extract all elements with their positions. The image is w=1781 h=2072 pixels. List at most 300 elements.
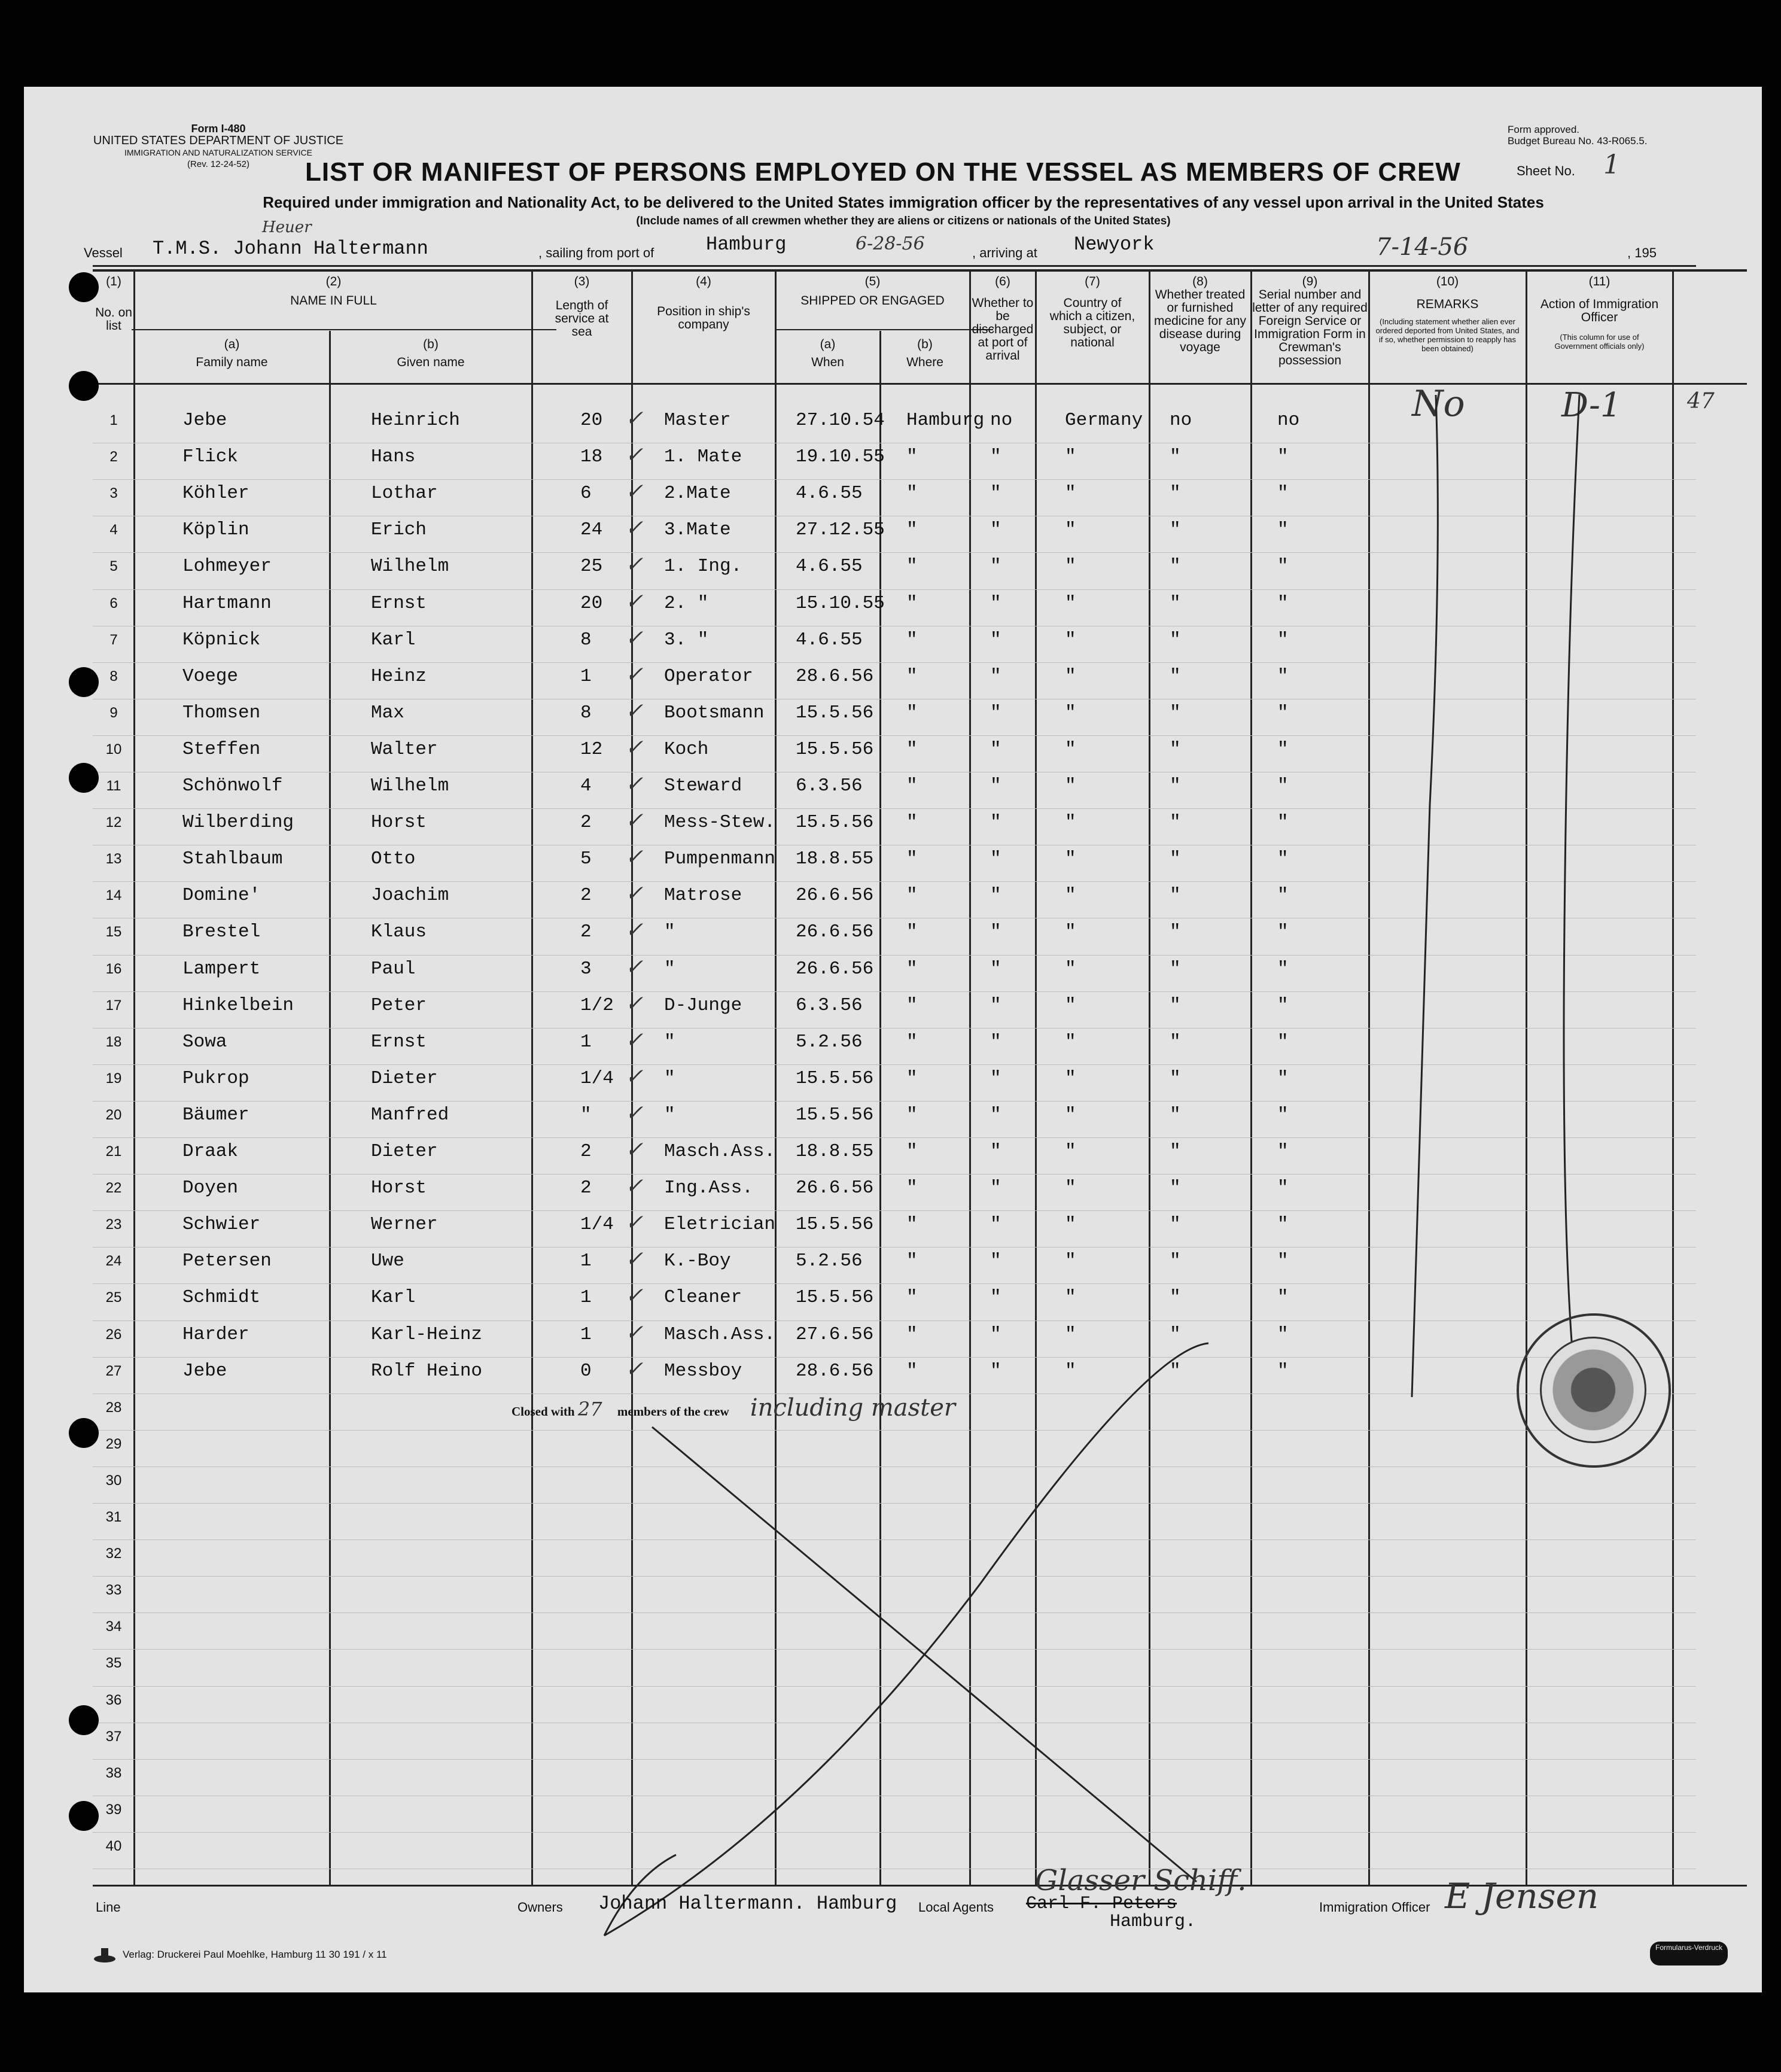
shipped-where-cell: " — [906, 519, 918, 541]
check-mark-icon: ✓ — [625, 954, 644, 979]
manifest-sheet — [24, 87, 1762, 1992]
treated-cell: " — [1170, 629, 1181, 650]
serial-cell: " — [1277, 775, 1289, 796]
sail-date: 6-28-56 — [856, 233, 925, 254]
budget-number: Budget Bureau No. 43-R065.5. — [1508, 135, 1648, 147]
check-mark-icon: ✓ — [625, 1174, 644, 1199]
row-number: 8 — [109, 668, 118, 684]
given-name-cell: Manfred — [371, 1104, 449, 1125]
treated-cell: " — [1170, 1250, 1181, 1272]
col11-note: (This column for use of Government officials only) — [1554, 333, 1645, 351]
shipped-where-cell: " — [906, 1214, 918, 1236]
given-name-cell: Joachim — [371, 885, 449, 906]
service-cell: 18 — [580, 446, 603, 468]
shipped-when-cell: 28.6.56 — [796, 665, 874, 687]
country-cell: " — [1065, 1067, 1076, 1089]
treated-cell: " — [1170, 921, 1181, 943]
col5-label: SHIPPED OR ENGAGED — [800, 294, 945, 308]
country-cell: " — [1065, 1323, 1076, 1345]
given-name-cell: Hans — [371, 446, 416, 468]
given-name-cell: Wilhelm — [371, 556, 449, 577]
serial-cell: " — [1277, 629, 1289, 650]
col11-number: (11) — [1588, 275, 1610, 288]
treated-cell: " — [1170, 994, 1181, 1016]
discharged-cell: " — [990, 1287, 1001, 1309]
family-name-cell: Lampert — [182, 958, 261, 979]
punch-hole — [69, 1705, 99, 1735]
service-cell: 5 — [580, 848, 592, 870]
country-cell: " — [1065, 519, 1076, 541]
agents-handwritten: Glasser Schiff. — [1035, 1864, 1247, 1897]
shipped-when-cell: 6.3.56 — [796, 994, 863, 1016]
given-name-cell: Karl — [371, 1287, 416, 1309]
treated-cell: " — [1170, 1214, 1181, 1236]
family-name-cell: Wilberding — [182, 812, 294, 833]
discharged-cell: " — [990, 994, 1001, 1016]
position-cell: Messboy — [664, 1360, 742, 1382]
given-name-cell: Heinrich — [371, 410, 460, 431]
serial-cell: " — [1277, 592, 1289, 614]
service-cell: 12 — [580, 738, 603, 760]
family-name-cell: Jebe — [182, 1360, 227, 1382]
row-number: 10 — [105, 741, 122, 757]
country-cell: " — [1065, 1287, 1076, 1309]
position-cell: K.-Boy — [664, 1250, 731, 1272]
discharged-cell: " — [990, 1214, 1001, 1236]
family-name-cell: Jebe — [182, 410, 227, 431]
shipped-when-cell: 15.5.56 — [796, 1287, 874, 1309]
country-cell: Germany — [1065, 410, 1143, 431]
treated-cell: " — [1170, 592, 1181, 614]
check-mark-icon: ✓ — [625, 1064, 644, 1089]
row-number: 18 — [105, 1033, 122, 1050]
treated-cell: " — [1170, 519, 1181, 541]
country-cell: " — [1065, 483, 1076, 504]
col8-label: Whether treated or furnished medicine for any disease during voyage — [1153, 288, 1247, 354]
row-number: 37 — [105, 1728, 122, 1745]
service-cell: 1 — [580, 1323, 592, 1345]
position-cell: " — [664, 1031, 675, 1052]
shipped-where-cell: " — [906, 702, 918, 723]
col8-number: (8) — [1192, 275, 1208, 288]
row-number: 19 — [105, 1070, 122, 1087]
row-number: 13 — [105, 851, 122, 868]
col7-label: Country of which a citizen, subject, or national — [1049, 296, 1135, 349]
shipped-when-cell: 18.8.55 — [796, 848, 874, 870]
shipped-where-cell: " — [906, 738, 918, 760]
punch-hole — [69, 763, 99, 793]
discharged-cell: " — [990, 446, 1001, 468]
punch-hole — [69, 1418, 99, 1448]
shipped-when-cell: 26.6.56 — [796, 1178, 874, 1199]
col4-label: Position in ship's company — [657, 305, 750, 331]
row-number: 14 — [105, 887, 122, 904]
shipped-when-cell: 15.10.55 — [796, 592, 885, 614]
col2b-number: (b) — [423, 337, 439, 351]
country-cell: " — [1065, 921, 1076, 943]
discharged-cell: " — [990, 1067, 1001, 1089]
country-cell: " — [1065, 1031, 1076, 1052]
discharged-cell: no — [990, 410, 1013, 431]
check-mark-icon: ✓ — [625, 772, 644, 796]
given-name-cell: Paul — [371, 958, 416, 979]
row-number: 28 — [105, 1399, 122, 1416]
shipped-where-cell: " — [906, 1141, 918, 1162]
col1-label: No. on list — [95, 306, 132, 333]
service-cell: 1 — [580, 1287, 592, 1309]
pen-marks — [24, 87, 1762, 1992]
family-name-cell: Hinkelbein — [182, 994, 294, 1016]
country-cell: " — [1065, 848, 1076, 870]
given-name-cell: Peter — [371, 994, 427, 1016]
col11-label: Action of Immigration Officer — [1540, 297, 1659, 324]
serial-cell: " — [1277, 1031, 1289, 1052]
family-name-cell: Stahlbaum — [182, 848, 283, 870]
check-mark-icon: ✓ — [625, 845, 644, 870]
discharged-cell: " — [990, 1323, 1001, 1345]
shipped-where-cell: " — [906, 1323, 918, 1345]
action-row1: D-1 — [1561, 386, 1622, 425]
row-number: 17 — [105, 997, 122, 1014]
treated-cell: " — [1170, 1104, 1181, 1125]
eagle-seal-icon — [1540, 1337, 1646, 1443]
check-mark-icon: ✓ — [625, 1137, 644, 1162]
check-mark-icon: ✓ — [625, 1356, 644, 1382]
sheet-label: Sheet No. — [1517, 163, 1575, 178]
service-cell: " — [580, 1104, 592, 1125]
check-mark-icon: ✓ — [625, 589, 644, 614]
sheet-number: 1 — [1603, 150, 1620, 180]
serial-cell: " — [1277, 1141, 1289, 1162]
family-name-cell: Doyen — [182, 1178, 239, 1199]
serial-cell: " — [1277, 1104, 1289, 1125]
position-cell: " — [664, 921, 675, 943]
serial-cell: " — [1277, 812, 1289, 833]
country-cell: " — [1065, 1104, 1076, 1125]
given-name-cell: Wilhelm — [371, 775, 449, 796]
country-cell: " — [1065, 592, 1076, 614]
row-number: 5 — [109, 558, 118, 575]
position-cell: Koch — [664, 738, 709, 760]
shipped-when-cell: 27.12.55 — [796, 519, 885, 541]
form-number: Form I-480 — [191, 123, 246, 135]
col10-label: REMARKS — [1416, 297, 1479, 311]
departure-port: Hamburg — [706, 233, 787, 255]
treated-cell: " — [1170, 1287, 1181, 1309]
shipped-where-cell: " — [906, 556, 918, 577]
position-cell: 1. Ing. — [664, 556, 742, 577]
shipped-when-cell: 5.2.56 — [796, 1031, 863, 1052]
serial-cell: " — [1277, 1287, 1289, 1309]
row-number: 20 — [105, 1106, 122, 1123]
shipped-where-cell: " — [906, 1067, 918, 1089]
publisher: Verlag: Druckerei Paul Moehlke, Hamburg 11 30 191 / x 11 — [123, 1949, 387, 1960]
service-cell: 8 — [580, 702, 592, 723]
shipped-when-cell: 15.5.56 — [796, 812, 874, 833]
discharged-cell: " — [990, 519, 1001, 541]
shipped-where-cell: " — [906, 1360, 918, 1382]
country-cell: " — [1065, 556, 1076, 577]
sailing-label: , sailing from port of — [538, 245, 654, 260]
treated-cell: " — [1170, 556, 1181, 577]
check-mark-icon: ✓ — [625, 1283, 644, 1309]
service-cell: 20 — [580, 592, 603, 614]
shipped-when-cell: 4.6.55 — [796, 629, 863, 650]
serial-cell: " — [1277, 738, 1289, 760]
row-number: 9 — [109, 704, 118, 721]
form-title: LIST OR MANIFEST OF PERSONS EMPLOYED ON THE VESSEL AS MEMBERS OF CREW — [305, 157, 1461, 187]
officer-label: Immigration Officer — [1319, 1900, 1430, 1915]
row-number: 3 — [109, 485, 118, 502]
shipped-where-cell: " — [906, 1104, 918, 1125]
family-name-cell: Harder — [182, 1323, 249, 1345]
shipped-where-cell: " — [906, 665, 918, 687]
line-label: Line — [96, 1900, 121, 1915]
shipped-when-cell: 27.6.56 — [796, 1323, 874, 1345]
family-name-cell: Domine' — [182, 885, 261, 906]
serial-cell: " — [1277, 1360, 1289, 1382]
row-number: 25 — [105, 1289, 122, 1306]
col10-note: (Including statement whether alien ever ordered deported from United States, and if so, whether permission to reapply has been obtained) — [1375, 317, 1520, 353]
family-name-cell: Bäumer — [182, 1104, 249, 1125]
treated-cell: " — [1170, 446, 1181, 468]
row-number: 11 — [106, 778, 121, 794]
serial-cell: " — [1277, 556, 1289, 577]
family-name-cell: Hartmann — [182, 592, 272, 614]
family-name-cell: Draak — [182, 1141, 239, 1162]
margin-count: 47 — [1687, 389, 1715, 413]
check-mark-icon: ✓ — [625, 881, 644, 906]
col4-number: (4) — [696, 275, 711, 288]
given-name-cell: Klaus — [371, 921, 427, 943]
agents-city: Hamburg. — [1110, 1912, 1197, 1932]
row-number: 29 — [105, 1435, 122, 1452]
shipped-where-cell: " — [906, 848, 918, 870]
position-cell: Cleaner — [664, 1287, 742, 1309]
members-label: members of the crew — [617, 1404, 729, 1419]
position-cell: 2.Mate — [664, 483, 731, 504]
country-cell: " — [1065, 738, 1076, 760]
arriving-label: , arriving at — [972, 245, 1037, 260]
row-number: 21 — [105, 1143, 122, 1160]
check-mark-icon: ✓ — [625, 991, 644, 1016]
shipped-where-cell: " — [906, 921, 918, 943]
country-cell: " — [1065, 812, 1076, 833]
serial-cell: " — [1277, 1178, 1289, 1199]
shipped-when-cell: 15.5.56 — [796, 738, 874, 760]
serial-cell: " — [1277, 1067, 1289, 1089]
serial-cell: " — [1277, 1214, 1289, 1236]
discharged-cell: " — [990, 1104, 1001, 1125]
col7-number: (7) — [1085, 275, 1100, 288]
shipped-where-cell: " — [906, 592, 918, 614]
treated-cell: " — [1170, 1141, 1181, 1162]
col5b-number: (b) — [917, 337, 933, 351]
punch-hole — [69, 272, 99, 302]
position-cell: Eletrician — [664, 1214, 776, 1236]
row-number: 35 — [105, 1655, 122, 1672]
position-cell: Mess-Stew. — [664, 812, 776, 833]
position-cell: Matrose — [664, 885, 742, 906]
given-name-cell: Horst — [371, 1178, 427, 1199]
col6-number: (6) — [995, 275, 1010, 288]
position-cell: " — [664, 1104, 675, 1125]
discharged-cell: " — [990, 921, 1001, 943]
discharged-cell: " — [990, 1250, 1001, 1272]
family-name-cell: Schwier — [182, 1214, 261, 1236]
row-number: 16 — [105, 960, 122, 977]
row-number: 12 — [105, 814, 122, 831]
check-mark-icon: ✓ — [625, 1100, 644, 1125]
check-mark-icon: ✓ — [625, 1210, 644, 1236]
shipped-where-cell: " — [906, 1250, 918, 1272]
form-subnote: (Include names of all crewmen whether they are aliens or citizens or nationals of the United States) — [636, 215, 1171, 227]
country-cell: " — [1065, 1250, 1076, 1272]
check-mark-icon: ✓ — [625, 552, 644, 577]
check-mark-icon: ✓ — [625, 808, 644, 833]
shipped-where-cell: " — [906, 1287, 918, 1309]
discharged-cell: " — [990, 1031, 1001, 1052]
shipped-when-cell: 26.6.56 — [796, 958, 874, 979]
treated-cell: " — [1170, 958, 1181, 979]
check-mark-icon: ✓ — [625, 1027, 644, 1052]
family-name-cell: Pukrop — [182, 1067, 249, 1089]
shipped-where-cell: " — [906, 446, 918, 468]
crew-count: 27 — [577, 1398, 602, 1420]
check-mark-icon: ✓ — [625, 918, 644, 943]
country-cell: " — [1065, 885, 1076, 906]
given-name-cell: Uwe — [371, 1250, 404, 1272]
family-name-cell: Thomsen — [182, 702, 261, 723]
discharged-cell: " — [990, 665, 1001, 687]
action-ditto-line — [1564, 395, 1579, 1364]
shipped-where-cell: " — [906, 812, 918, 833]
col1-number: (1) — [106, 275, 121, 288]
vessel-note: Heuer — [262, 218, 312, 236]
given-name-cell: Dieter — [371, 1067, 438, 1089]
col5a-label: When — [811, 355, 844, 369]
row-number: 26 — [105, 1326, 122, 1343]
family-name-cell: Voege — [182, 665, 239, 687]
discharged-cell: " — [990, 1178, 1001, 1199]
given-name-cell: Erich — [371, 519, 427, 541]
punch-hole — [69, 1801, 99, 1831]
family-name-cell: Steffen — [182, 738, 261, 760]
discharged-cell: " — [990, 1360, 1001, 1382]
serial-cell: " — [1277, 1250, 1289, 1272]
approval: Form approved. — [1508, 124, 1579, 135]
discharged-cell: " — [990, 592, 1001, 614]
given-name-cell: Heinz — [371, 665, 427, 687]
officer-signature: E Jensen — [1445, 1876, 1599, 1916]
position-cell: Pumpenmann — [664, 848, 776, 870]
shipped-where-cell: " — [906, 885, 918, 906]
col2a-number: (a) — [224, 337, 240, 351]
row-number: 24 — [105, 1253, 122, 1270]
shipped-where-cell: " — [906, 629, 918, 650]
owners-label: Owners — [517, 1900, 563, 1915]
revision: (Rev. 12-24-52) — [187, 159, 249, 169]
shipped-when-cell: 26.6.56 — [796, 885, 874, 906]
punch-hole — [69, 667, 99, 697]
position-cell: Steward — [664, 775, 742, 796]
check-mark-icon: ✓ — [625, 516, 644, 541]
row-number: 6 — [109, 595, 118, 611]
printer-badge: Formularus-Verdruck — [1650, 1942, 1728, 1965]
position-cell: Masch.Ass. — [664, 1141, 776, 1162]
country-cell: " — [1065, 665, 1076, 687]
vessel-label: Vessel — [84, 245, 123, 260]
shipped-when-cell: 19.10.55 — [796, 446, 885, 468]
given-name-cell: Horst — [371, 812, 427, 833]
col3-number: (3) — [574, 275, 590, 288]
service-cell: 2 — [580, 921, 592, 943]
country-cell: " — [1065, 702, 1076, 723]
row-number: 15 — [105, 924, 122, 941]
row-number: 36 — [105, 1691, 122, 1708]
row-number: 1 — [109, 412, 118, 428]
check-mark-icon: ✓ — [625, 1247, 644, 1272]
treated-cell: " — [1170, 848, 1181, 870]
shipped-when-cell: 15.5.56 — [796, 1214, 874, 1236]
service-cell: 20 — [580, 410, 603, 431]
shipped-where-cell: " — [906, 958, 918, 979]
row-number: 22 — [105, 1180, 122, 1197]
col10-number: (10) — [1436, 275, 1459, 288]
shipped-when-cell: 6.3.56 — [796, 775, 863, 796]
serial-cell: " — [1277, 665, 1289, 687]
row-number: 27 — [105, 1362, 122, 1379]
service-cell: 3 — [580, 958, 592, 979]
col2a-label: Family name — [196, 355, 268, 369]
row-number: 23 — [105, 1216, 122, 1233]
position-cell: 3. " — [664, 629, 709, 650]
family-name-cell: Köpnick — [182, 629, 261, 650]
shipped-where-cell: " — [906, 1178, 918, 1199]
treated-cell: " — [1170, 702, 1181, 723]
given-name-cell: Lothar — [371, 483, 438, 504]
col5-number: (5) — [864, 275, 881, 288]
family-name-cell: Sowa — [182, 1031, 227, 1052]
department: UNITED STATES DEPARTMENT OF JUSTICE — [93, 134, 344, 147]
serial-cell: " — [1277, 958, 1289, 979]
arrival-port: Newyork — [1074, 233, 1155, 255]
service-cell: 1/4 — [580, 1214, 614, 1236]
col3-label: Length of service at sea — [555, 299, 609, 339]
family-name-cell: Schmidt — [182, 1287, 261, 1309]
col2-number: (2) — [325, 275, 342, 288]
service: IMMIGRATION AND NATURALIZATION SERVICE — [124, 148, 312, 157]
owners-value: Johann Haltermann. Hamburg — [598, 1893, 897, 1915]
serial-cell: no — [1277, 410, 1300, 431]
consulate-stamp — [1517, 1313, 1671, 1468]
serial-cell: " — [1277, 1323, 1289, 1345]
col2b-label: Given name — [397, 355, 465, 369]
treated-cell: " — [1170, 1031, 1181, 1052]
shipped-when-cell: 15.5.56 — [796, 1067, 874, 1089]
row-number: 32 — [105, 1545, 122, 1562]
position-cell: Bootsmann — [664, 702, 765, 723]
position-cell: 2. " — [664, 592, 709, 614]
closing-handwritten: including master — [750, 1394, 956, 1422]
row-number: 30 — [105, 1472, 122, 1489]
check-mark-icon: ✓ — [625, 1320, 644, 1345]
discharged-cell: " — [990, 629, 1001, 650]
family-name-cell: Brestel — [182, 921, 261, 943]
row-number: 38 — [105, 1764, 122, 1781]
col6-label: Whether to be discharged at port of arrival — [972, 296, 1034, 363]
col5a-number: (a) — [820, 337, 836, 351]
